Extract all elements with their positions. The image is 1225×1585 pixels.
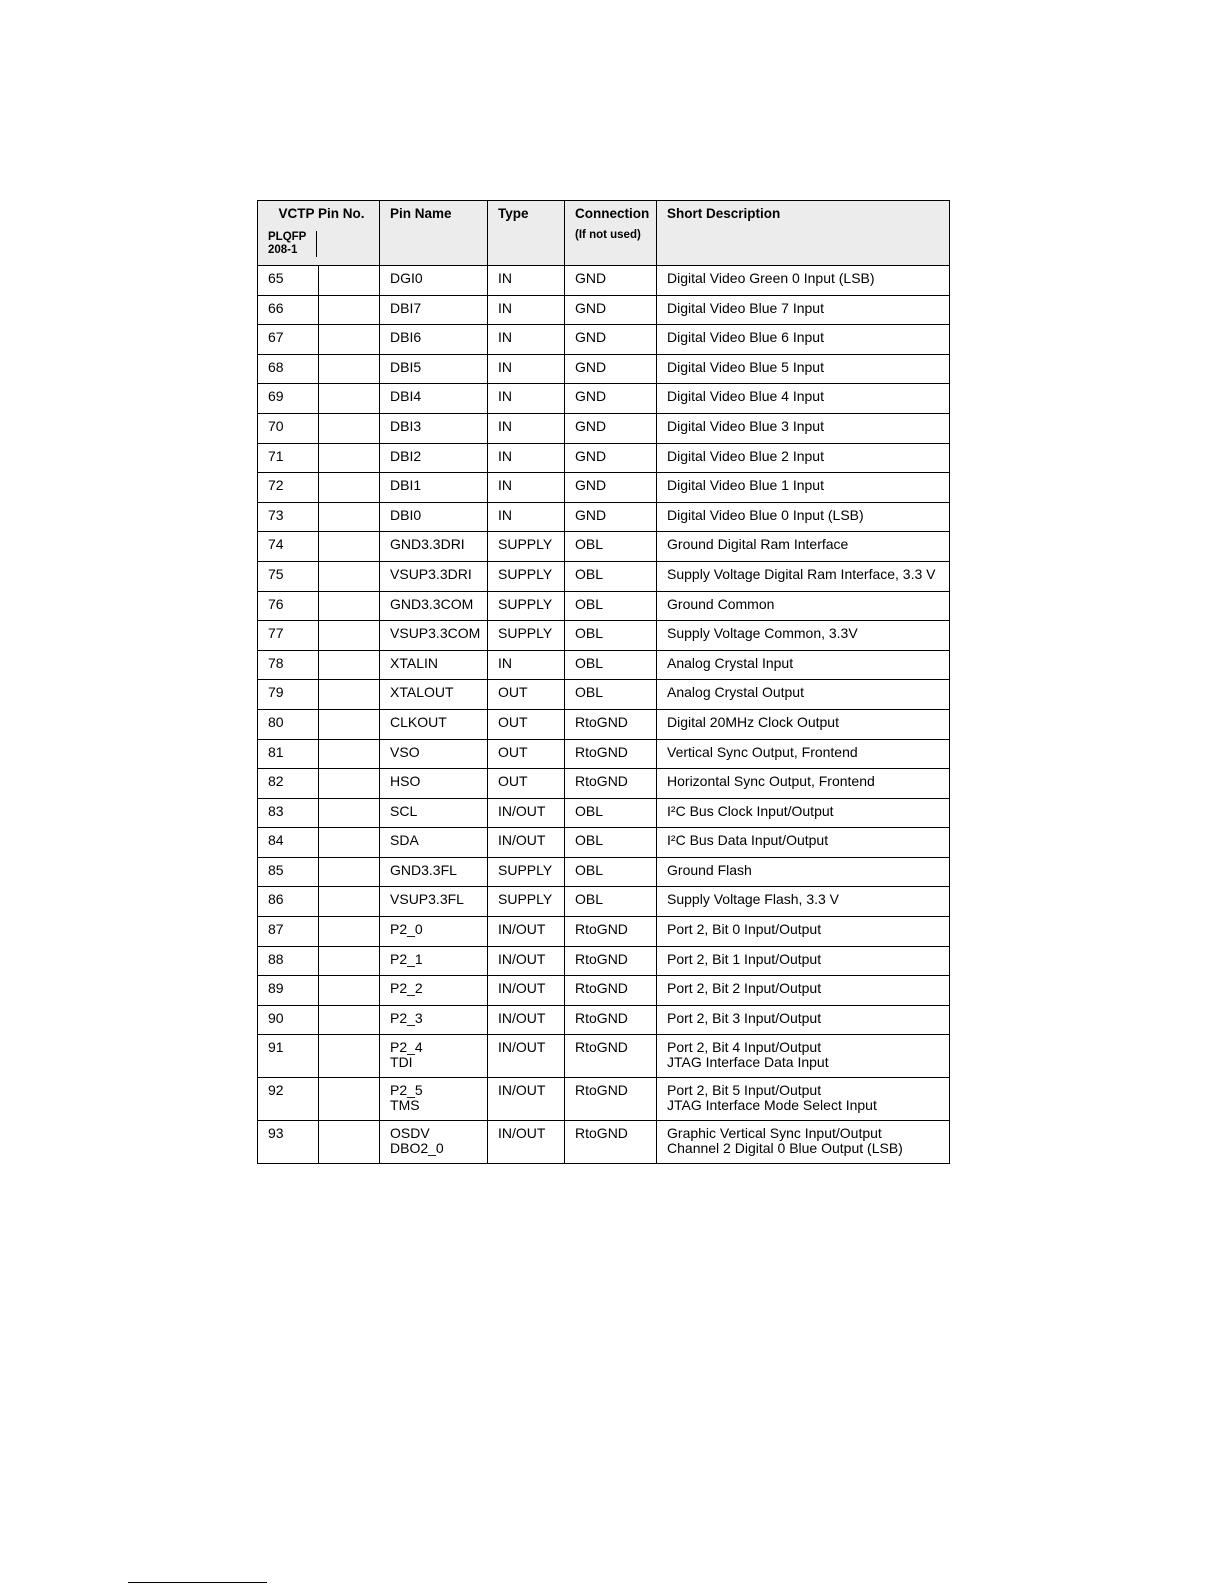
pin-description-cell xyxy=(657,650,950,680)
pin-description-cell xyxy=(657,828,950,858)
pin-connection-cell: GND xyxy=(565,413,657,443)
pin-number-secondary-cell xyxy=(319,680,380,710)
pin-name-line: XTALOUT xyxy=(390,684,454,701)
pin-number-cell: 83 xyxy=(258,798,319,828)
pin-number-cell: 84 xyxy=(258,828,319,858)
pin-number-secondary-cell xyxy=(319,473,380,503)
table-row xyxy=(258,354,950,384)
pin-name-cell xyxy=(380,502,488,532)
pin-number-secondary-cell xyxy=(319,917,380,947)
pin-name-cell xyxy=(380,1121,488,1164)
pin-description-line: Digital Video Blue 5 Input xyxy=(667,358,824,375)
pin-description-line: Digital 20MHz Clock Output xyxy=(667,713,839,730)
pin-number-cell: 73 xyxy=(258,502,319,532)
pin-number-secondary-cell xyxy=(319,325,380,355)
pin-description-line: Port 2, Bit 3 Input/Output xyxy=(667,1009,822,1026)
pin-connection-cell: RtoGND xyxy=(565,739,657,769)
pin-type-cell: IN/OUT xyxy=(488,828,565,858)
pin-name-cell xyxy=(380,325,488,355)
pin-description-cell xyxy=(657,946,950,976)
pin-description-line: Channel 2 Digital 0 Blue Output (LSB) xyxy=(667,1140,903,1157)
header-plqfp xyxy=(268,231,317,257)
pin-name-line: GND3.3COM xyxy=(390,595,474,612)
pin-connection-cell: GND xyxy=(565,473,657,503)
pin-description-cell xyxy=(657,384,950,414)
pin-type-cell: IN/OUT xyxy=(488,1078,565,1121)
pin-number-cell: 75 xyxy=(258,561,319,591)
pin-description-line: I²C Bus Data Input/Output xyxy=(667,832,829,849)
pin-description-line: Port 2, Bit 2 Input/Output xyxy=(667,980,822,997)
pin-connection-cell: GND xyxy=(565,295,657,325)
pin-connection-cell: OBL xyxy=(565,650,657,680)
pin-description-line: Analog Crystal Output xyxy=(667,684,804,701)
pin-connection-cell: OBL xyxy=(565,828,657,858)
pin-number-cell: 69 xyxy=(258,384,319,414)
pin-description-line: Digital Video Blue 1 Input xyxy=(667,477,824,494)
pin-number-cell: 72 xyxy=(258,473,319,503)
pin-name-cell xyxy=(380,591,488,621)
pin-name-line: DBO2_0 xyxy=(390,1140,444,1157)
pin-number-cell: 68 xyxy=(258,354,319,384)
pin-description-cell xyxy=(657,354,950,384)
pin-name-cell xyxy=(380,532,488,562)
pin-number-cell: 86 xyxy=(258,887,319,917)
pin-name-cell xyxy=(380,473,488,503)
pin-connection-cell: GND xyxy=(565,325,657,355)
table-row xyxy=(258,1078,950,1121)
pin-description-cell xyxy=(657,857,950,887)
pin-name-line: GND3.3DRI xyxy=(390,536,465,553)
table-row xyxy=(258,798,950,828)
pin-number-secondary-cell xyxy=(319,354,380,384)
pin-number-secondary-cell xyxy=(319,561,380,591)
pin-name-cell xyxy=(380,769,488,799)
pin-description-cell xyxy=(657,532,950,562)
pin-name-line: SCL xyxy=(390,802,418,819)
pin-name-line: P2_0 xyxy=(390,921,423,938)
pin-description-line: Ground Digital Ram Interface xyxy=(667,536,849,553)
pin-number-cell: 65 xyxy=(258,266,319,296)
pin-type-cell: SUPPLY xyxy=(488,561,565,591)
pin-description-cell xyxy=(657,1035,950,1078)
pin-number-cell: 90 xyxy=(258,1005,319,1035)
pin-connection-cell: RtoGND xyxy=(565,769,657,799)
pin-type-cell: IN xyxy=(488,354,565,384)
pin-description-cell xyxy=(657,295,950,325)
pin-connection-cell: OBL xyxy=(565,621,657,651)
pin-description-cell xyxy=(657,887,950,917)
header-connection-label: Connection xyxy=(575,206,650,221)
pin-number-cell: 70 xyxy=(258,413,319,443)
pin-name-line: P2_5 xyxy=(390,1082,423,1099)
pin-number-secondary-cell xyxy=(319,621,380,651)
pin-type-cell: IN xyxy=(488,325,565,355)
pin-description-cell xyxy=(657,1078,950,1121)
pin-number-secondary-cell xyxy=(319,384,380,414)
pin-description-cell xyxy=(657,769,950,799)
pin-number-secondary-cell xyxy=(319,1005,380,1035)
table-row xyxy=(258,325,950,355)
pin-number-secondary-cell xyxy=(319,502,380,532)
pin-number-secondary-cell xyxy=(319,887,380,917)
pin-name-cell xyxy=(380,917,488,947)
pin-number-cell: 93 xyxy=(258,1121,319,1164)
pin-description-cell xyxy=(657,443,950,473)
pin-number-cell: 78 xyxy=(258,650,319,680)
pin-name-line: P2_4 xyxy=(390,1039,423,1056)
pin-connection-cell: OBL xyxy=(565,591,657,621)
pin-name-cell xyxy=(380,443,488,473)
pin-number-cell: 77 xyxy=(258,621,319,651)
pin-name-line: SDA xyxy=(390,832,419,849)
pin-description-cell xyxy=(657,591,950,621)
pin-name-line: TMS xyxy=(390,1097,420,1114)
header-vctp-pin-no xyxy=(258,201,380,266)
pin-description-cell xyxy=(657,413,950,443)
table-row xyxy=(258,976,950,1006)
pin-description-cell xyxy=(657,739,950,769)
pin-type-cell: IN/OUT xyxy=(488,1121,565,1164)
pin-name-line: TDI xyxy=(390,1054,413,1071)
pin-name-line: HSO xyxy=(390,773,421,790)
table-row xyxy=(258,532,950,562)
pin-number-secondary-cell xyxy=(319,650,380,680)
table-row xyxy=(258,443,950,473)
pin-name-cell xyxy=(380,295,488,325)
pin-description-cell xyxy=(657,473,950,503)
pin-type-cell: IN/OUT xyxy=(488,1035,565,1078)
pin-description-line: Digital Video Blue 0 Input (LSB) xyxy=(667,506,864,523)
pin-name-line: OSDV xyxy=(390,1125,430,1142)
pin-name-cell xyxy=(380,561,488,591)
pin-name-cell xyxy=(380,976,488,1006)
pin-type-cell: SUPPLY xyxy=(488,532,565,562)
pin-type-cell: IN xyxy=(488,295,565,325)
pin-name-cell xyxy=(380,621,488,651)
table-header-row xyxy=(258,201,950,266)
pin-name-line: DBI1 xyxy=(390,477,422,494)
pin-connection-cell: RtoGND xyxy=(565,1035,657,1078)
pin-type-cell: IN xyxy=(488,473,565,503)
pin-description-cell xyxy=(657,798,950,828)
table-row xyxy=(258,650,950,680)
table-row xyxy=(258,384,950,414)
pin-description-cell xyxy=(657,621,950,651)
pin-name-line: GND3.3FL xyxy=(390,861,457,878)
pin-type-cell: IN xyxy=(488,502,565,532)
pin-number-secondary-cell xyxy=(319,828,380,858)
pin-type-cell: SUPPLY xyxy=(488,857,565,887)
header-vctp-pin-no-label: VCTP Pin No. xyxy=(278,206,365,221)
pin-number-secondary-cell xyxy=(319,413,380,443)
pin-name-cell xyxy=(380,413,488,443)
table-row xyxy=(258,1005,950,1035)
table-row xyxy=(258,621,950,651)
table-row xyxy=(258,769,950,799)
pin-name-cell xyxy=(380,857,488,887)
header-pin-name: Pin Name xyxy=(380,201,488,266)
header-connection-sub: (If not used) xyxy=(575,229,641,241)
pin-name-line: P2_2 xyxy=(390,980,423,997)
pin-name-line: DBI4 xyxy=(390,388,422,405)
table-row xyxy=(258,1035,950,1078)
pin-name-cell xyxy=(380,266,488,296)
pin-name-cell xyxy=(380,709,488,739)
pin-connection-cell: OBL xyxy=(565,857,657,887)
pin-description-line: Graphic Vertical Sync Input/Output xyxy=(667,1125,882,1142)
pin-type-cell: OUT xyxy=(488,769,565,799)
pin-number-secondary-cell xyxy=(319,591,380,621)
pin-name-line: P2_1 xyxy=(390,950,423,967)
pin-type-cell: IN/OUT xyxy=(488,976,565,1006)
pin-number-cell: 79 xyxy=(258,680,319,710)
pin-number-secondary-cell xyxy=(319,976,380,1006)
pin-description-line: Port 2, Bit 4 Input/Output xyxy=(667,1039,822,1056)
pin-number-cell: 91 xyxy=(258,1035,319,1078)
pin-name-cell xyxy=(380,1035,488,1078)
pin-number-secondary-cell xyxy=(319,1121,380,1164)
pin-name-cell xyxy=(380,384,488,414)
pin-number-cell: 82 xyxy=(258,769,319,799)
pin-type-cell: IN xyxy=(488,384,565,414)
pin-type-cell: IN xyxy=(488,650,565,680)
pin-name-cell xyxy=(380,1078,488,1121)
table-row xyxy=(258,857,950,887)
table-row xyxy=(258,473,950,503)
pin-number-cell: 74 xyxy=(258,532,319,562)
pin-connection-cell: OBL xyxy=(565,561,657,591)
table-row xyxy=(258,266,950,296)
pin-name-line: DGI0 xyxy=(390,270,423,286)
header-connection xyxy=(565,201,657,266)
pin-type-cell: SUPPLY xyxy=(488,591,565,621)
pin-name-cell xyxy=(380,946,488,976)
table-row xyxy=(258,413,950,443)
pin-connection-cell: RtoGND xyxy=(565,709,657,739)
footnote-rule xyxy=(128,1582,267,1583)
pin-description-line: JTAG Interface Data Input xyxy=(667,1054,829,1071)
pin-name-line: VSUP3.3COM xyxy=(390,625,481,642)
pin-description-line: Supply Voltage Digital Ram Interface, 3.3 V xyxy=(667,565,936,582)
pin-type-cell: IN xyxy=(488,266,565,296)
pin-connection-cell: RtoGND xyxy=(565,1078,657,1121)
table-row xyxy=(258,709,950,739)
table-row xyxy=(258,887,950,917)
pin-name-cell xyxy=(380,887,488,917)
pin-connection-cell: GND xyxy=(565,502,657,532)
pin-description-line: Digital Video Blue 3 Input xyxy=(667,417,824,434)
pin-type-cell: IN/OUT xyxy=(488,946,565,976)
pin-description-cell xyxy=(657,1005,950,1035)
pin-description-line: Supply Voltage Flash, 3.3 V xyxy=(667,891,840,908)
pin-description-line: Digital Video Blue 6 Input xyxy=(667,329,824,346)
pin-type-cell: IN xyxy=(488,443,565,473)
pin-name-line: DBI6 xyxy=(390,329,422,346)
pin-type-cell: OUT xyxy=(488,709,565,739)
pin-description-line: Port 2, Bit 0 Input/Output xyxy=(667,921,822,938)
pin-number-cell: 76 xyxy=(258,591,319,621)
pin-description-cell xyxy=(657,561,950,591)
table-row xyxy=(258,295,950,325)
pin-description-line: Ground Flash xyxy=(667,861,752,878)
pin-number-cell: 92 xyxy=(258,1078,319,1121)
pin-description-cell xyxy=(657,680,950,710)
pin-name-line: VSO xyxy=(390,743,420,760)
pin-number-secondary-cell xyxy=(319,295,380,325)
pin-name-cell xyxy=(380,739,488,769)
table-row xyxy=(258,680,950,710)
pin-connection-cell: GND xyxy=(565,443,657,473)
pin-number-secondary-cell xyxy=(319,443,380,473)
pin-description-cell xyxy=(657,502,950,532)
pin-description-cell xyxy=(657,325,950,355)
pin-description-cell xyxy=(657,266,950,296)
pin-name-line: DBI2 xyxy=(390,447,422,464)
pin-name-cell xyxy=(380,1005,488,1035)
pin-connection-cell: RtoGND xyxy=(565,1005,657,1035)
pin-connection-cell: RtoGND xyxy=(565,976,657,1006)
pin-number-secondary-cell xyxy=(319,709,380,739)
pin-description-line: Digital Video Blue 4 Input xyxy=(667,388,824,405)
pin-connection-cell: OBL xyxy=(565,798,657,828)
pin-connection-cell: GND xyxy=(565,354,657,384)
pin-connection-cell: RtoGND xyxy=(565,946,657,976)
table-row xyxy=(258,1121,950,1164)
pin-description-cell xyxy=(657,917,950,947)
pin-description-table xyxy=(257,200,950,1164)
pin-number-secondary-cell xyxy=(319,532,380,562)
pin-name-line: CLKOUT xyxy=(390,713,447,730)
pin-number-cell: 81 xyxy=(258,739,319,769)
table-row xyxy=(258,828,950,858)
pin-description-line: Digital Video Blue 2 Input xyxy=(667,447,824,464)
table-row xyxy=(258,917,950,947)
header-plqfp-line2: 208-1 xyxy=(268,244,298,256)
pin-type-cell: OUT xyxy=(488,739,565,769)
pin-name-cell xyxy=(380,798,488,828)
pin-name-line: DBI3 xyxy=(390,417,422,434)
pin-name-line: DBI0 xyxy=(390,506,422,523)
pin-number-cell: 85 xyxy=(258,857,319,887)
pin-connection-cell: GND xyxy=(565,384,657,414)
pin-type-cell: IN xyxy=(488,413,565,443)
pin-type-cell: IN/OUT xyxy=(488,1005,565,1035)
pin-description-line: Vertical Sync Output, Frontend xyxy=(667,743,858,760)
pin-number-cell: 67 xyxy=(258,325,319,355)
table-row xyxy=(258,502,950,532)
pin-connection-cell: OBL xyxy=(565,680,657,710)
header-short-description: Short Description xyxy=(657,201,950,266)
header-plqfp-line1: PLQFP xyxy=(268,231,307,243)
pin-description-cell xyxy=(657,976,950,1006)
table-body xyxy=(258,266,950,1164)
pin-number-cell: 89 xyxy=(258,976,319,1006)
pin-type-cell: IN/OUT xyxy=(488,798,565,828)
pin-name-cell xyxy=(380,650,488,680)
table-row xyxy=(258,561,950,591)
pin-name-line: XTALIN xyxy=(390,654,438,671)
table-row xyxy=(258,946,950,976)
pin-type-cell: SUPPLY xyxy=(488,887,565,917)
pin-connection-cell: RtoGND xyxy=(565,1121,657,1164)
pin-connection-cell: OBL xyxy=(565,532,657,562)
pin-description-line: Port 2, Bit 5 Input/Output xyxy=(667,1082,822,1099)
pin-number-cell: 88 xyxy=(258,946,319,976)
pin-number-secondary-cell xyxy=(319,739,380,769)
pin-description-line: Supply Voltage Common, 3.3V xyxy=(667,625,858,642)
pin-connection-cell: OBL xyxy=(565,887,657,917)
pin-name-line: DBI5 xyxy=(390,358,422,375)
pin-number-secondary-cell xyxy=(319,1035,380,1078)
pin-type-cell: SUPPLY xyxy=(488,621,565,651)
pin-number-cell: 71 xyxy=(258,443,319,473)
pin-number-secondary-cell xyxy=(319,769,380,799)
pin-type-cell: OUT xyxy=(488,680,565,710)
pin-number-secondary-cell xyxy=(319,798,380,828)
pin-number-cell: 87 xyxy=(258,917,319,947)
pin-description-cell xyxy=(657,1121,950,1164)
header-type: Type xyxy=(488,201,565,266)
pin-description-line: Analog Crystal Input xyxy=(667,654,794,671)
pin-description-line: JTAG Interface Mode Select Input xyxy=(667,1097,877,1114)
pin-connection-cell: RtoGND xyxy=(565,917,657,947)
pin-number-secondary-cell xyxy=(319,857,380,887)
pin-number-cell: 66 xyxy=(258,295,319,325)
table-row xyxy=(258,591,950,621)
pin-name-line: P2_3 xyxy=(390,1009,423,1026)
pin-description-line: Digital Video Blue 7 Input xyxy=(667,299,824,316)
pin-description-line: Digital Video Green 0 Input (LSB) xyxy=(667,270,875,286)
pin-name-line: VSUP3.3FL xyxy=(390,891,464,908)
pin-number-secondary-cell xyxy=(319,946,380,976)
pin-name-line: VSUP3.3DRI xyxy=(390,565,472,582)
pin-description-line: Ground Common xyxy=(667,595,775,612)
pin-number-secondary-cell xyxy=(319,266,380,296)
table-row xyxy=(258,739,950,769)
pin-name-cell xyxy=(380,828,488,858)
pin-name-cell xyxy=(380,354,488,384)
pin-connection-cell: GND xyxy=(565,266,657,296)
pin-name-cell xyxy=(380,680,488,710)
pin-description-cell xyxy=(657,709,950,739)
pin-number-cell: 80 xyxy=(258,709,319,739)
pin-type-cell: IN/OUT xyxy=(488,917,565,947)
pin-name-line: DBI7 xyxy=(390,299,422,316)
pin-number-secondary-cell xyxy=(319,1078,380,1121)
pin-description-line: Horizontal Sync Output, Frontend xyxy=(667,773,875,790)
pin-description-line: I²C Bus Clock Input/Output xyxy=(667,802,834,819)
pin-description-line: Port 2, Bit 1 Input/Output xyxy=(667,950,822,967)
